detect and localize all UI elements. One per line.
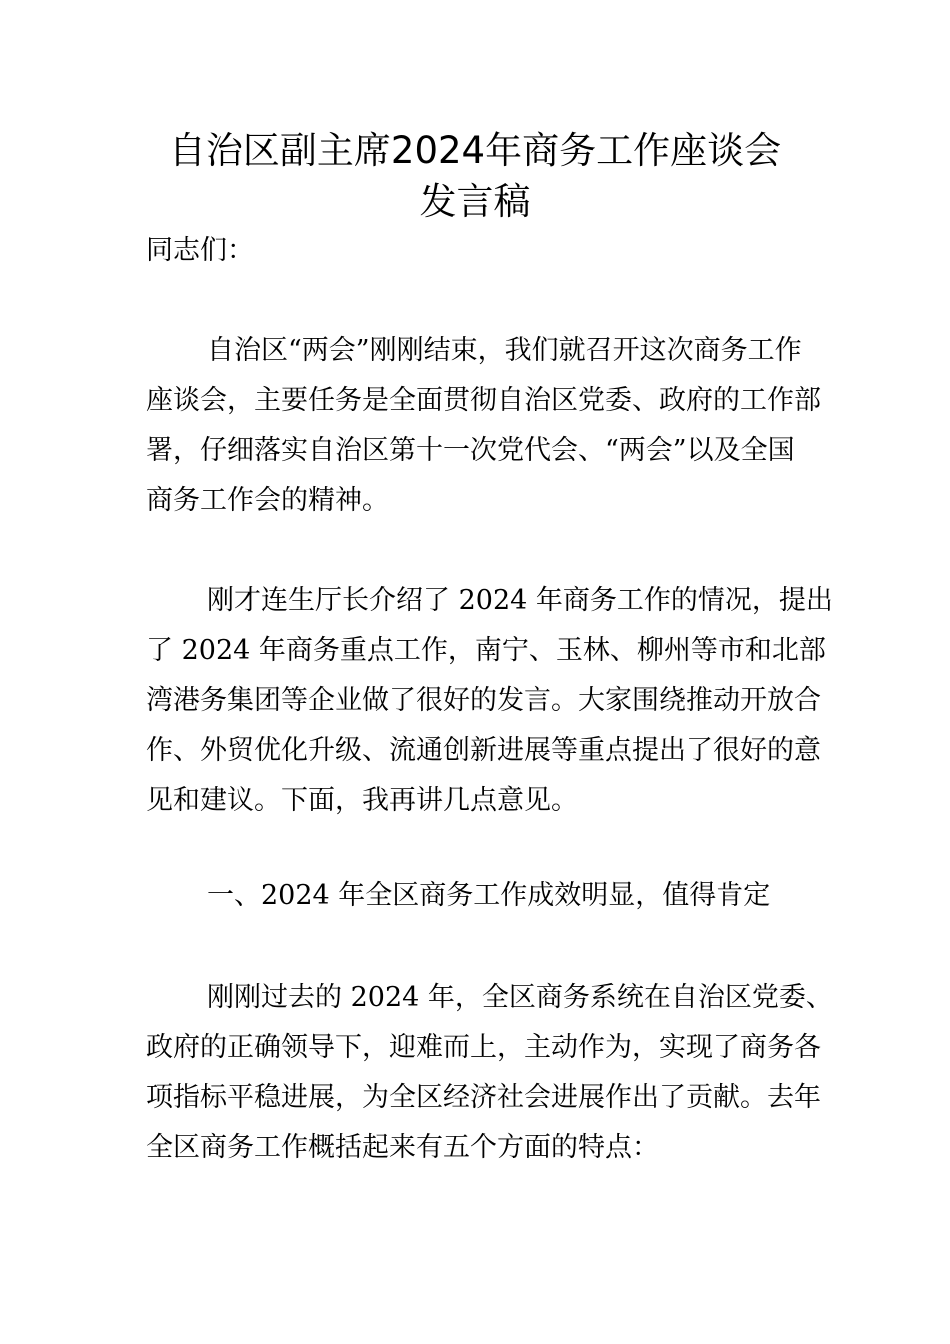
paragraph-2-line-5: 见和建议。下面，我再讲几点意见。	[146, 785, 578, 816]
document-title-line-2: 发言稿	[419, 180, 531, 223]
document-title-line-1: 自治区副主席2024年商务工作座谈会	[168, 129, 782, 172]
paragraph-1-line-1: 自治区“两会”刚刚结束，我们就召开这次商务工作	[207, 335, 802, 366]
paragraph-4-line-4: 全区商务工作概括起来有五个方面的特点：	[146, 1132, 659, 1163]
paragraph-4-line-1: 刚刚过去的 2024 年，全区商务系统在自治区党委、	[207, 982, 833, 1013]
section-heading-1: 一、2024 年全区商务工作成效明显，值得肯定	[207, 880, 771, 911]
paragraph-1-line-2: 座谈会，主要任务是全面贯彻自治区党委、政府的工作部	[146, 385, 821, 416]
paragraph-2-line-4: 作、外贸优化升级、流通创新进展等重点提出了很好的意	[146, 735, 821, 766]
paragraph-2-line-1: 刚才连生厅长介绍了 2024 年商务工作的情况，提出	[207, 585, 833, 616]
paragraph-1-line-4: 商务工作会的精神。	[146, 485, 389, 516]
salutation: 同志们：	[146, 235, 254, 266]
paragraph-4-line-2: 政府的正确领导下，迎难而上，主动作为，实现了商务各	[146, 1032, 821, 1063]
paragraph-2-line-3: 湾港务集团等企业做了很好的发言。大家围绕推动开放合	[146, 685, 821, 716]
paragraph-1-line-3: 署，仔细落实自治区第十一次党代会、“两会”以及全国	[146, 435, 795, 466]
paragraph-4-line-3: 项指标平稳进展，为全区经济社会进展作出了贡献。去年	[146, 1082, 821, 1113]
paragraph-2-line-2: 了 2024 年商务重点工作，南宁、玉林、柳州等市和北部	[146, 635, 826, 666]
